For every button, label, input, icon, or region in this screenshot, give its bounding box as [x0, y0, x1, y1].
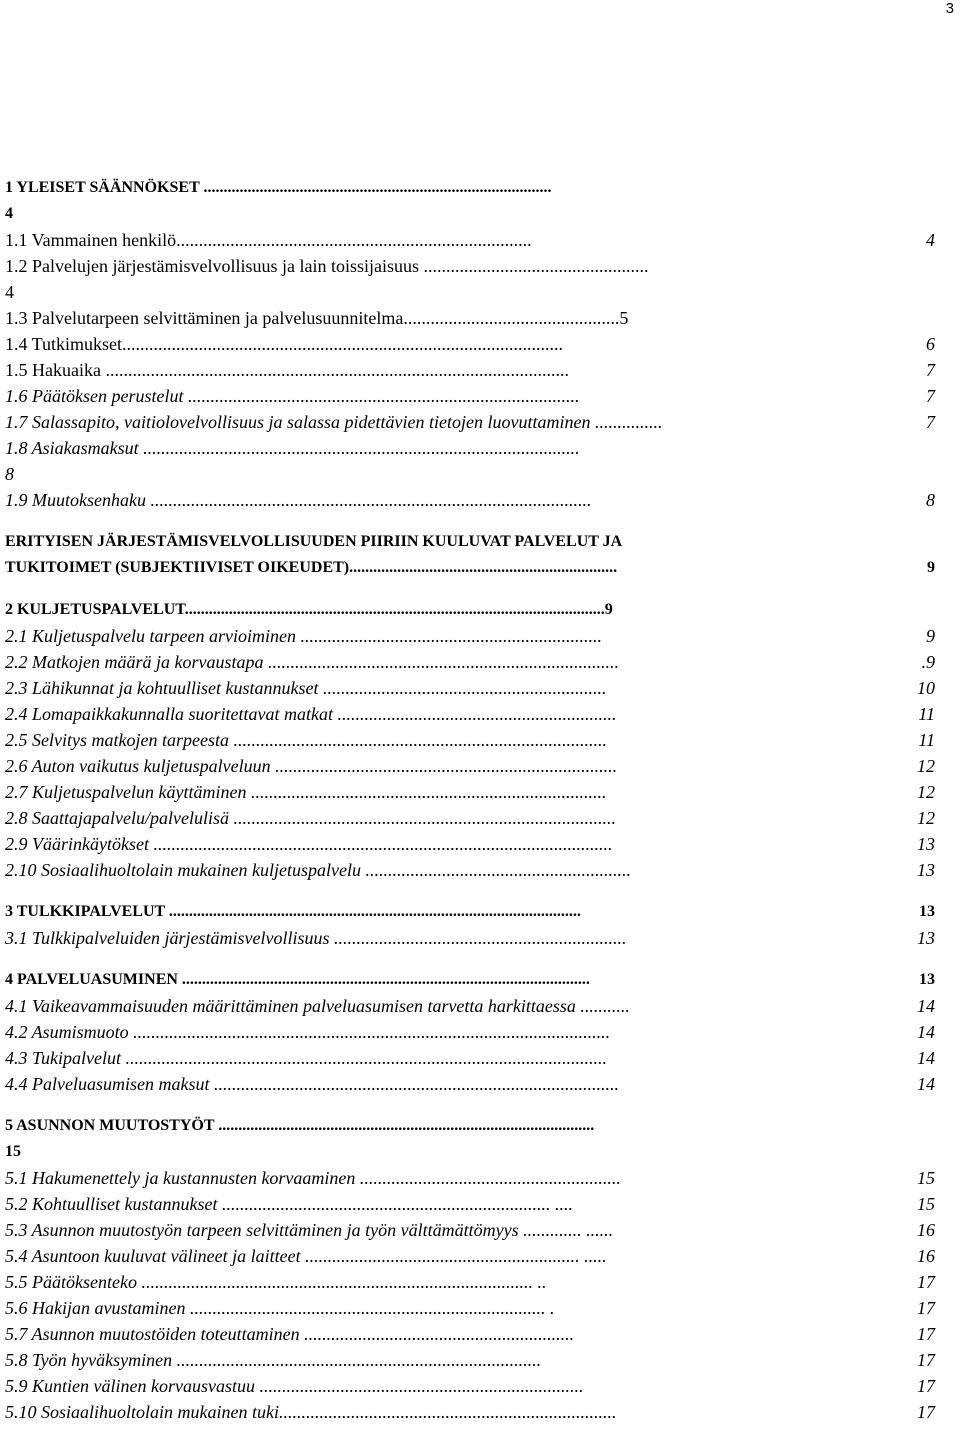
toc-entry: [5, 487, 935, 513]
toc-entry-page: 14: [917, 996, 935, 1016]
toc-entry-page: 11: [918, 730, 935, 750]
toc-entry-title: 2.8 Saattajapalvelu/palvelulisä .....................................................................................: [5, 808, 616, 828]
toc-entry-page: 17: [917, 1402, 935, 1422]
toc-entry: [5, 701, 935, 727]
toc-entry-title: 5.5 Päätöksenteko ....................................................................................... ..: [5, 1272, 547, 1292]
toc-entry-title: 2.4 Lomapaikkakunnalla suoritettavat matkat ..............................................................: [5, 704, 617, 724]
toc-entry: [5, 727, 935, 753]
toc-entry: [5, 331, 935, 357]
toc-entry-page: 7: [926, 412, 935, 432]
toc-entry: [5, 1269, 935, 1295]
toc-entry-page: 17: [917, 1272, 935, 1292]
toc-entry-title: 2.10 Sosiaalihuoltolain mukainen kuljetuspalvelu ...........................................................: [5, 860, 631, 880]
toc-entry-title: 1 YLEISET SÄÄNNÖKSET .......................................................................................: [5, 179, 552, 196]
toc-entry-page: 16: [917, 1246, 935, 1266]
toc-entry-title: 1.2 Palvelujen järjestämisvelvollisuus ja lain toissijaisuus ..................................................: [5, 256, 649, 276]
toc-entry-title: 5.1 Hakumenettely ja kustannusten korvaaminen ..........................................................: [5, 1168, 621, 1188]
toc-entry-title: 15: [5, 1143, 21, 1160]
toc-entry: [5, 831, 935, 857]
toc-entry-title: 1.8 Asiakasmaksut .................................................................................................: [5, 438, 580, 458]
toc-entry-title: 5.6 Hakijan avustaminen ............................................................................... .: [5, 1298, 555, 1318]
toc-entry-page: 12: [917, 808, 935, 828]
toc-entry-title: ERITYISEN JÄRJESTÄMISVELVOLLISUUDEN PIIRIIN KUULUVAT PALVELUT JA: [5, 533, 623, 550]
toc-entry: [5, 1347, 935, 1373]
toc-heading: [5, 967, 935, 993]
toc-entry-title: 2.1 Kuljetuspalvelu tarpeen arvioiminen ...................................................................: [5, 626, 602, 646]
toc-entry-title: 4: [5, 282, 14, 302]
toc-entry: [5, 1399, 935, 1425]
toc-entry-title: 4 PALVELUASUMINEN ......................................................................................................: [5, 971, 590, 988]
toc-entry-title: 1.3 Palvelutarpeen selvittäminen ja palvelusuunnitelma................................................5: [5, 308, 629, 328]
toc-entry: [5, 925, 935, 951]
toc-entry-title: 5.4 Asuntoon kuuluvat välineet ja laitteet ............................................................. .....: [5, 1246, 607, 1266]
toc-entry: [5, 649, 935, 675]
toc-entry-title: 8: [5, 464, 14, 484]
toc-entry-page: .9: [921, 652, 935, 672]
toc-entry-title: 5.3 Asunnon muutostyön tarpeen selvittäminen ja työn välttämättömyys ............. ......: [5, 1220, 614, 1240]
toc-entry-title: 5.9 Kuntien välinen korvausvastuu ........................................................................: [5, 1376, 584, 1396]
toc-entry-page: 17: [917, 1350, 935, 1370]
toc-entry: [5, 857, 935, 883]
toc-entry-title: 3.1 Tulkkipalveluiden järjestämisvelvollisuus .................................................................: [5, 928, 627, 948]
toc-heading: [5, 201, 935, 227]
toc-entry-title: TUKITOIMET (SUBJEKTIIVISET OIKEUDET)...................................................................: [5, 559, 618, 576]
table-of-contents: [5, 175, 935, 1425]
toc-entry: [5, 305, 935, 331]
toc-heading: [5, 899, 935, 925]
toc-entry-title: 2.7 Kuljetuspalvelun käyttäminen ...............................................................................: [5, 782, 607, 802]
toc-entry-title: 4: [5, 205, 13, 222]
toc-entry-page: 13: [917, 860, 935, 880]
toc-entry-page: 6: [926, 334, 935, 354]
toc-entry: [5, 461, 935, 487]
toc-entry: [5, 253, 935, 279]
toc-entry-title: 5 ASUNNON MUUTOSTYÖT ..............................................................................................: [5, 1117, 595, 1134]
toc-heading: [5, 1113, 935, 1139]
toc-entry-title: 4.1 Vaikeavammaisuuden määrittäminen palveluasumisen tarvetta harkittaessa ...........: [5, 996, 630, 1016]
toc-entry-title: 4.4 Palveluasumisen maksut ..........................................................................................: [5, 1074, 619, 1094]
toc-entry-page: 17: [917, 1376, 935, 1396]
toc-entry-title: 2.2 Matkojen määrä ja korvaustapa ..............................................................................: [5, 652, 619, 672]
toc-entry-title: 1.6 Päätöksen perustelut .......................................................................................: [5, 386, 580, 406]
toc-entry: [5, 623, 935, 649]
toc-entry: [5, 383, 935, 409]
toc-entry-title: 3 TULKKIPALVELUT .......................................................................................................: [5, 903, 581, 920]
toc-entry-page: 9: [927, 559, 935, 576]
toc-entry: [5, 1217, 935, 1243]
toc-entry-page: 15: [917, 1168, 935, 1188]
toc-entry: [5, 805, 935, 831]
toc-entry-title: 2.6 Auton vaikutus kuljetuspalveluun ............................................................................: [5, 756, 618, 776]
toc-entry: [5, 409, 935, 435]
toc-entry-title: 1.7 Salassapito, vaitiolovelvollisuus ja salassa pidettävien tietojen luovuttaminen ...............: [5, 412, 663, 432]
toc-entry-title: 1.5 Hakuaika .......................................................................................................: [5, 360, 569, 380]
toc-entry-page: 4: [926, 230, 935, 250]
toc-entry-title: 2.5 Selvitys matkojen tarpeesta ...................................................................................: [5, 730, 607, 750]
toc-entry-title: 2.9 Väärinkäytökset ......................................................................................................: [5, 834, 613, 854]
toc-entry: [5, 435, 935, 461]
toc-entry-page: 13: [917, 928, 935, 948]
toc-entry-page: 12: [917, 756, 935, 776]
toc-entry-page: 13: [917, 834, 935, 854]
toc-entry-page: 7: [926, 360, 935, 380]
toc-entry: [5, 227, 935, 253]
toc-entry-page: 9: [926, 626, 935, 646]
page-number: 3: [945, 0, 954, 17]
toc-entry-page: 14: [917, 1048, 935, 1068]
toc-entry-title: 1.4 Tutkimukset..................................................................................................: [5, 334, 564, 354]
toc-entry: [5, 779, 935, 805]
toc-entry: [5, 753, 935, 779]
toc-entry: [5, 279, 935, 305]
toc-entry: [5, 1019, 935, 1045]
toc-entry-title: 4.2 Asumismuoto ..........................................................................................................: [5, 1022, 611, 1042]
toc-entry-page: 8: [926, 490, 935, 510]
toc-heading: [5, 529, 935, 555]
toc-entry: [5, 1321, 935, 1347]
toc-entry: [5, 357, 935, 383]
toc-entry-title: 2.3 Lähikunnat ja kohtuulliset kustannukset ...............................................................: [5, 678, 607, 698]
toc-entry: [5, 1191, 935, 1217]
toc-entry-page: 15: [917, 1194, 935, 1214]
toc-entry-title: 4.3 Tukipalvelut ...........................................................................................................: [5, 1048, 607, 1068]
toc-entry-page: 7: [926, 386, 935, 406]
toc-heading: [5, 1139, 935, 1165]
toc-heading: [5, 175, 935, 201]
toc-entry-page: 17: [917, 1324, 935, 1344]
toc-heading: [5, 597, 935, 623]
toc-entry: [5, 675, 935, 701]
toc-entry: [5, 1373, 935, 1399]
toc-entry-page: 12: [917, 782, 935, 802]
toc-entry-title: 5.10 Sosiaalihuoltolain mukainen tuki...........................................................................: [5, 1402, 617, 1422]
toc-entry-page: 13: [919, 903, 935, 920]
toc-entry-title: 2 KULJETUSPALVELUT.........................................................................................................9: [5, 601, 613, 618]
toc-entry-title: 1.9 Muutoksenhaku ..................................................................................................: [5, 490, 592, 510]
toc-entry: [5, 1045, 935, 1071]
toc-heading: [5, 555, 935, 581]
toc-entry-title: 5.2 Kohtuulliset kustannukset ......................................................................... ....: [5, 1194, 573, 1214]
toc-entry: [5, 1243, 935, 1269]
toc-entry-page: 11: [918, 704, 935, 724]
toc-entry: [5, 1165, 935, 1191]
toc-entry: [5, 1295, 935, 1321]
toc-entry: [5, 993, 935, 1019]
toc-entry-page: 14: [917, 1074, 935, 1094]
toc-entry-page: 17: [917, 1298, 935, 1318]
toc-entry-page: 10: [917, 678, 935, 698]
toc-entry: [5, 1071, 935, 1097]
toc-entry-page: 14: [917, 1022, 935, 1042]
toc-entry-title: 1.1 Vammainen henkilö...............................................................................: [5, 230, 532, 250]
toc-entry-page: 13: [919, 971, 935, 988]
toc-entry-page: 16: [917, 1220, 935, 1240]
toc-entry-title: 5.8 Työn hyväksyminen .................................................................................: [5, 1350, 542, 1370]
toc-entry-title: 5.7 Asunnon muutostöiden toteuttaminen ............................................................: [5, 1324, 575, 1344]
